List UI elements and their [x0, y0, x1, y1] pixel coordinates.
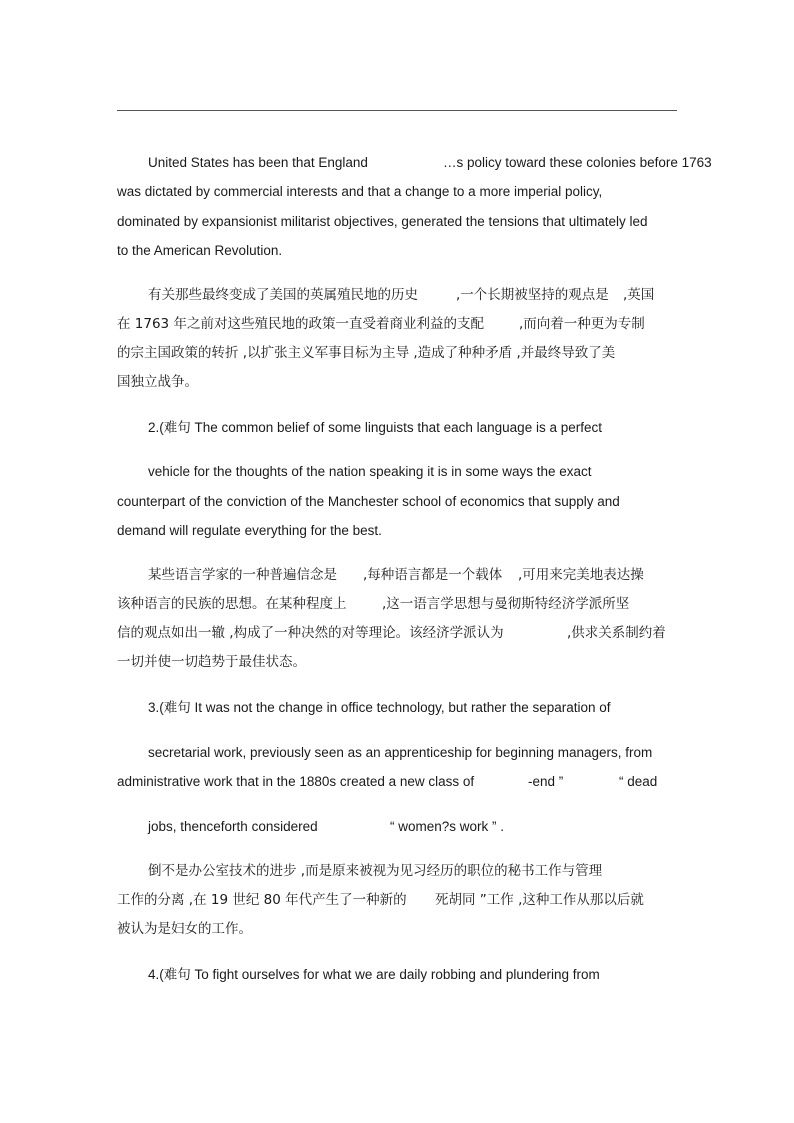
- p1-en-line-1: [148, 154, 738, 172]
- p3-zh-line-1: 倒不是办公室技术的进步 ,而是原来被视为见习经历的职位的秘书工作与管理: [148, 863, 603, 879]
- p1-zh-line-2-a: 在 1763 年之前对这些殖民地的政策一直受着商业利益的支配: [117, 316, 484, 332]
- p1-en-line-2: was dictated by commercial interests and that a change to a more imperial policy,: [117, 184, 603, 199]
- p3-en-line-2: secretarial work, previously seen as an apprenticeship for beginning managers, from: [148, 745, 653, 760]
- p3-en-line-3: [117, 773, 677, 791]
- p1-zh-line-1-c: ,英国: [623, 287, 655, 303]
- p2-en-line-4: demand will regulate everything for the best.: [117, 523, 382, 538]
- p3-en-line-4: [148, 818, 568, 836]
- p3-en-line-3-a: administrative work that in the 1880s created a new class of: [117, 774, 475, 789]
- p2-zh-line-3: [117, 624, 677, 642]
- p2-en-line-2: vehicle for the thoughts of the nation speaking it is in some ways the exact: [148, 464, 592, 479]
- p2-zh-line-4: 一切并使一切趋势于最佳状态。: [117, 654, 306, 670]
- p3-zh-line-2: [117, 891, 677, 909]
- p1-zh-line-4: 国独立战争。: [117, 374, 198, 390]
- p3-en-line-1: 3.(难句 It was not the change in office technology, but rather the separation of: [148, 700, 611, 715]
- p3-en-line-3-b: -end ”: [528, 774, 564, 789]
- p2-zh-line-1: [148, 566, 668, 584]
- p1-zh-line-1: [148, 286, 678, 304]
- p3-zh-line-3: 被认为是妇女的工作。: [117, 921, 252, 937]
- p2-zh-line-1-b: ,每种语言都是一个载体: [363, 567, 503, 583]
- p1-en-line-1-b: …s policy toward these colonies before 1763: [443, 155, 712, 170]
- p1-zh-line-3: 的宗主国政策的转折 ,以扩张主义军事目标为主导 ,造成了种种矛盾 ,并最终导致了美: [117, 345, 616, 361]
- p2-zh-line-1-c: ,可用来完美地表达操: [518, 567, 644, 583]
- p2-en-line-1: 2.(难句 The common belief of some linguists that each language is a perfect: [148, 420, 602, 435]
- p3-zh-line-2-a: 工作的分离 ,在 19 世纪 80 年代产生了一种新的: [117, 892, 407, 908]
- p1-en-line-3: dominated by expansionist militarist objectives, generated the tensions that ultimately led: [117, 214, 648, 229]
- p3-zh-line-2-b: 死胡同 ”工作 ,这种工作从那以后就: [435, 892, 644, 908]
- p1-zh-line-1-a: 有关那些最终变成了美国的英属殖民地的历史: [148, 287, 418, 303]
- p2-en-line-3: counterpart of the conviction of the Manchester school of economics that supply and: [117, 494, 620, 509]
- p1-en-line-4: to the American Revolution.: [117, 243, 283, 258]
- p1-en-line-1-a: United States has been that England: [148, 155, 368, 170]
- p3-en-line-4-b: “ women?s work ” .: [390, 819, 505, 834]
- p1-zh-line-2-b: ,而向着一种更为专制: [519, 316, 645, 332]
- p1-zh-line-1-b: ,一个长期被坚持的观点是: [456, 287, 609, 303]
- p4-en-line-1: 4.(难句 To fight ourselves for what we are daily robbing and plundering from: [148, 967, 600, 982]
- p3-en-line-3-c: “ dead: [619, 774, 658, 789]
- p2-zh-line-2-b: ,这一语言学思想与曼彻斯特经济学派所坚: [382, 596, 630, 612]
- p2-zh-line-2: [117, 595, 657, 613]
- p2-zh-line-3-a: 信的观点如出一辙 ,构成了一种决然的对等理论。该经济学派认为: [117, 625, 504, 641]
- p2-zh-line-3-b: ,供求关系制约着: [567, 625, 666, 641]
- p2-zh-line-2-a: 该种语言的民族的思想。在某种程度上: [117, 596, 347, 612]
- p2-zh-line-1-a: 某些语言学家的一种普遍信念是: [148, 567, 337, 583]
- header-rule: [117, 110, 677, 111]
- p3-en-line-4-a: jobs, thenceforth considered: [148, 819, 318, 834]
- p1-zh-line-2: [117, 315, 677, 333]
